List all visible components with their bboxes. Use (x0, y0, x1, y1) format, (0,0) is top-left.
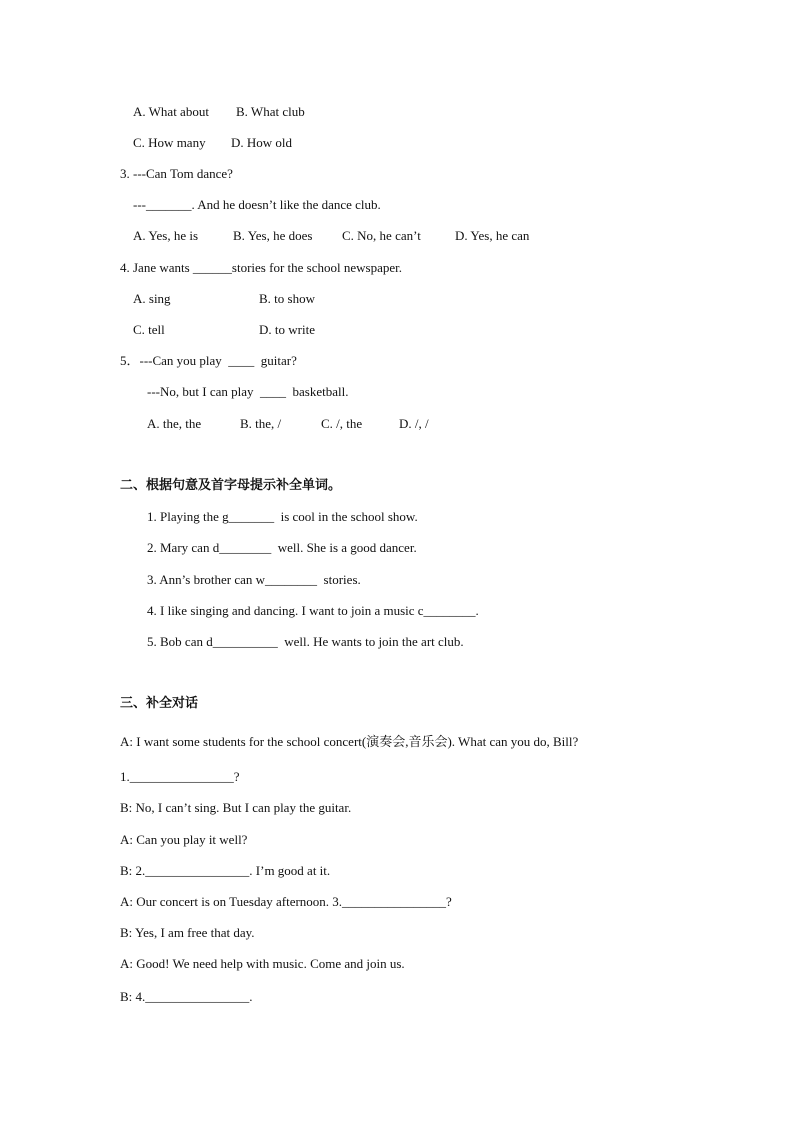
q5-stem: 5．---Can you play ____ guitar? (120, 353, 297, 368)
dialogue-line-6: A: Our concert is on Tuesday afternoon. 3.________________? (120, 894, 452, 909)
q2-option-c: C. How many (133, 135, 206, 150)
q5-option-c: C. /, the (321, 416, 363, 431)
q4-option-b: B. to show (259, 291, 315, 306)
q3-option-c: C. No, he can’t (342, 228, 421, 243)
q3-option-d: D. Yes, he can (455, 228, 530, 243)
q2-option-b: B. What club (236, 104, 305, 119)
q3-stem: 3. ---Can Tom dance? (120, 166, 233, 181)
q2-option-d: D. How old (231, 135, 293, 150)
dialogue-line-5: B: 2.________________. I’m good at it. (120, 863, 331, 878)
dialogue-line-2: 1.________________? (120, 769, 240, 784)
dialogue-line-3: B: No, I can’t sing. But I can play the guitar. (120, 800, 352, 815)
q5-option-a: A. the, the (147, 416, 202, 431)
dialogue-line-9: B: 4.________________. (120, 989, 253, 1004)
q5-option-b: B. the, / (240, 416, 282, 431)
q4-option-d: D. to write (259, 322, 315, 337)
dialogue-line-4: A: Can you play it well? (120, 832, 248, 847)
q2-option-a: A. What about (133, 104, 209, 119)
q4-option-c: C. tell (133, 322, 165, 337)
q5-answer-line: ---No, but I can play ____ basketball. (147, 384, 349, 399)
q3-option-a: A. Yes, he is (133, 228, 199, 243)
q4-option-a: A. sing (133, 291, 171, 306)
section2-item-3: 3. Ann’s brother can w________ stories. (147, 572, 361, 587)
section3-heading: 三、补全对话 (120, 696, 199, 711)
q4-stem: 4. Jane wants ______stories for the school newspaper. (120, 260, 402, 275)
q3-answer-line: ---_______. And he doesn’t like the dance club. (133, 197, 381, 212)
section2-heading: 二、根据句意及首字母提示补全单词。 (120, 478, 342, 493)
q3-option-b: B. Yes, he does (233, 228, 313, 243)
section2-item-4: 4. I like singing and dancing. I want to join a music c________. (147, 603, 479, 618)
section2-item-5: 5. Bob can d__________ well. He wants to join the art club. (147, 634, 464, 649)
dialogue-line-7: B: Yes, I am free that day. (120, 925, 255, 940)
dialogue-line-8: A: Good! We need help with music. Come and join us. (120, 956, 405, 971)
section2-item-1: 1. Playing the g_______ is cool in the school show. (147, 509, 418, 524)
dialogue-line-1: A: I want some students for the school concert(演奏会,音乐会). What can you do, Bill? (120, 734, 579, 749)
section2-item-2: 2. Mary can d________ well. She is a good dancer. (147, 540, 417, 555)
q5-option-d: D. /, / (399, 416, 429, 431)
